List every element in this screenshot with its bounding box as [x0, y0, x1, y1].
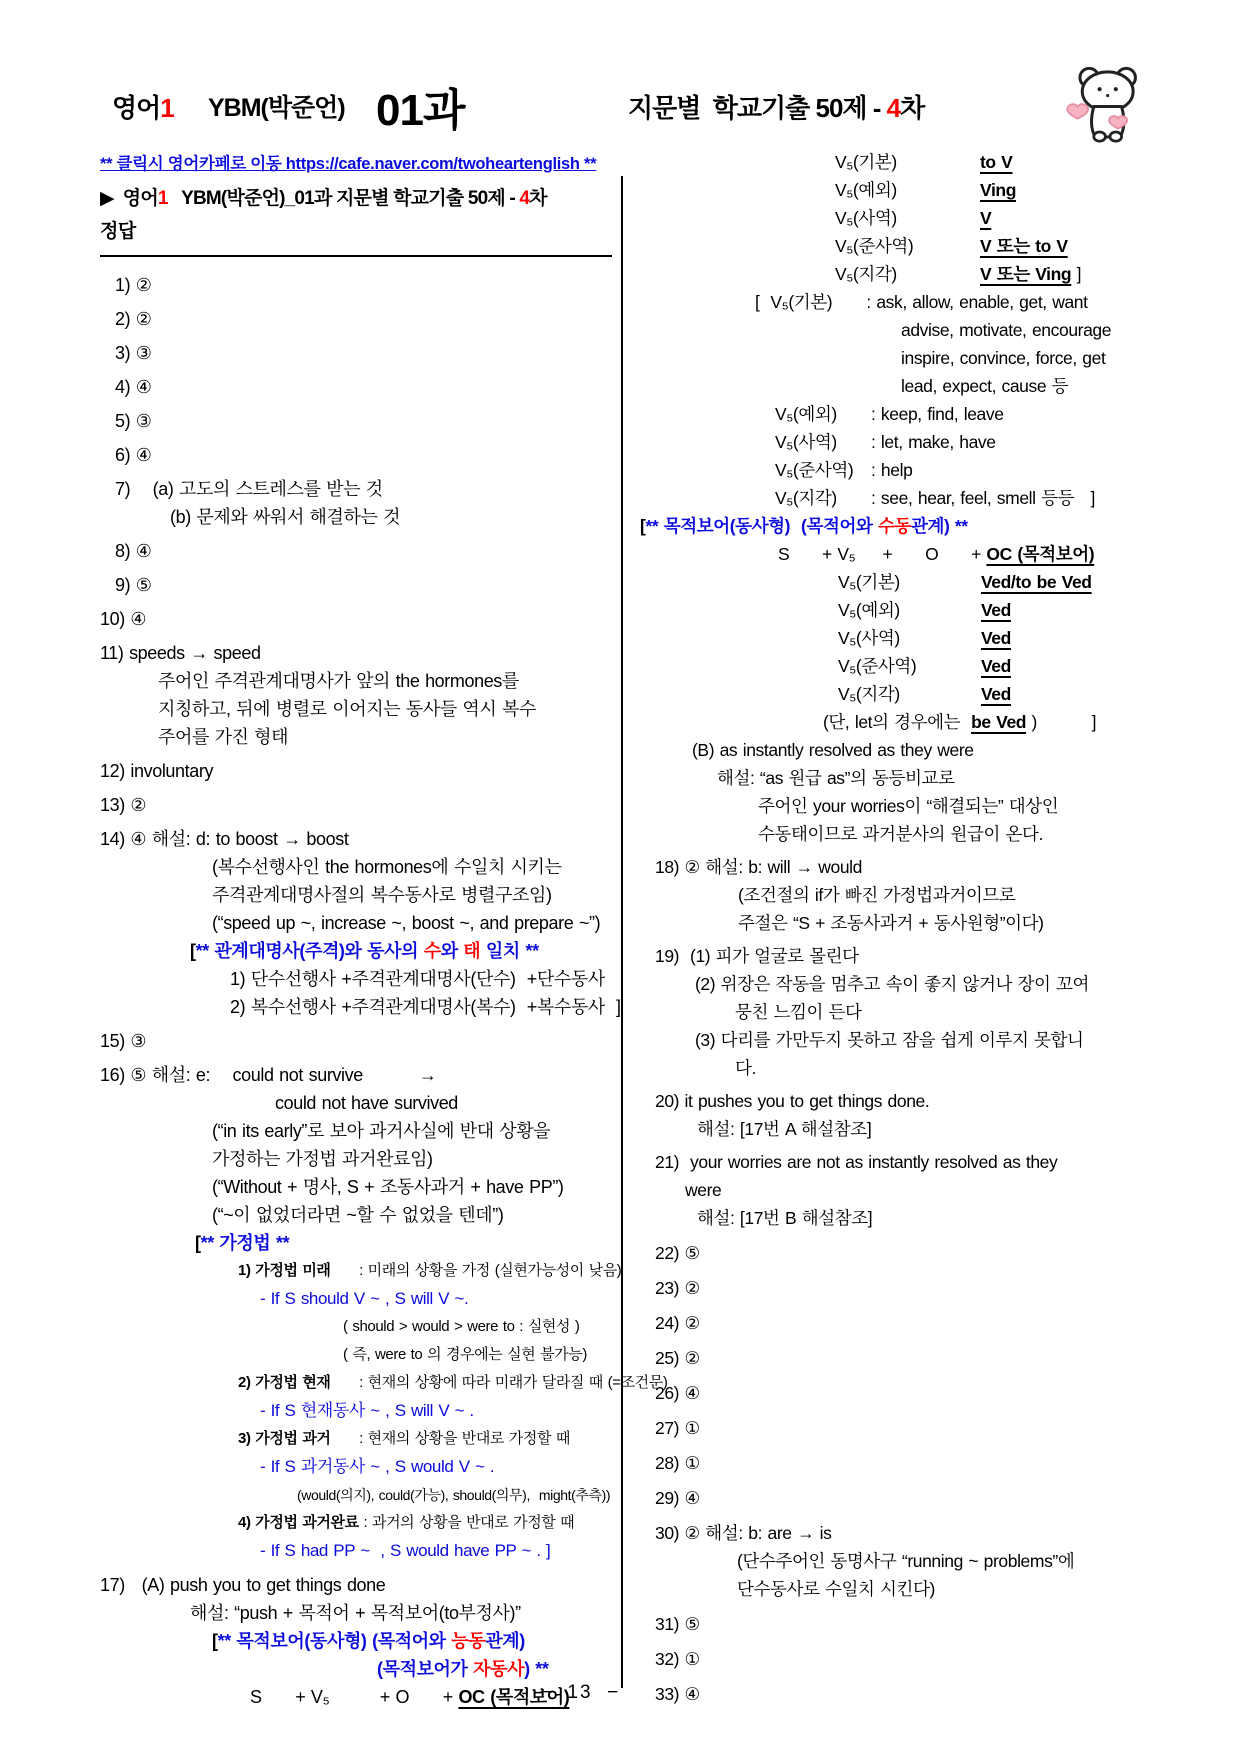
text-line: [738, 909, 1155, 937]
text-line: [377, 1655, 612, 1683]
text-line: [697, 1115, 1155, 1143]
text-line: [115, 475, 612, 503]
text-line: [655, 1087, 1155, 1115]
text-segment: 1) 단수선행사 +주격관계대명사(단수) +단수동사: [230, 969, 605, 989]
text-segment: (“~이 없었더라면 ~할 수 없었을 텐데”): [212, 1205, 504, 1225]
text-line: [100, 791, 612, 819]
text-line: [115, 305, 612, 333]
text-segment: V 또는 Ving: [980, 264, 1072, 284]
text-segment: 8) ④: [115, 541, 152, 561]
text-segment: (목적보어가: [377, 1659, 474, 1679]
text-segment: 지문별 학교기출 50제 -: [628, 93, 887, 123]
text-line: [775, 400, 1155, 428]
text-segment: →: [795, 857, 813, 877]
text-line: [697, 1204, 1155, 1232]
answer-list-left: [100, 271, 668, 1711]
text-segment: (3) 다리를 가만두지 못하고 잠을 쉽게 이루지 못합니: [695, 1030, 1084, 1050]
text-line: [343, 1341, 612, 1369]
text-segment: 33) ④: [655, 1684, 700, 1704]
text-segment: [: [195, 1233, 201, 1253]
text-line: [775, 484, 1155, 512]
text-segment: : let, make, have: [871, 432, 996, 452]
text-segment: [: [755, 292, 771, 312]
text-segment: 23) ②: [655, 1278, 700, 1298]
text-segment: 지칭하고, 뒤에 병렬로 이어지는 동사들 역시 복수: [158, 699, 536, 719]
text-segment: V 또는 to V: [980, 236, 1068, 256]
text-segment: speed: [207, 643, 261, 663]
text-segment: 29) ④: [655, 1488, 700, 1508]
text-segment: 1) 가정법 미래: [238, 1262, 331, 1279]
text-segment: 25) ②: [655, 1348, 700, 1368]
text-segment: - If S should V ~ , S will V ~.: [260, 1289, 469, 1308]
text-segment: 24) ②: [655, 1313, 700, 1333]
text-segment: V₅(사역): [775, 432, 837, 452]
text-segment: V₅(예외): [775, 404, 837, 424]
text-line: [260, 1453, 612, 1481]
text-segment: 6) ④: [115, 445, 152, 465]
text-line: [212, 1627, 612, 1655]
text-segment: would: [812, 857, 862, 877]
text-line: [737, 1575, 1155, 1603]
text-segment: is: [814, 1523, 832, 1543]
text-segment: Ved: [981, 656, 1011, 676]
text-line: [170, 503, 612, 531]
text-segment: 주어를 가진 형태: [158, 727, 289, 747]
text-segment: V₅(지각): [775, 488, 837, 508]
text-line: [655, 1449, 1155, 1477]
text-line: [115, 339, 612, 367]
text-segment: 일치 **: [480, 941, 539, 961]
text-line: [758, 820, 1155, 848]
text-segment: 10) ④: [100, 609, 147, 629]
text-line: [275, 1089, 612, 1117]
text-segment: were: [685, 1180, 722, 1200]
text-line: [238, 1509, 612, 1537]
text-line: [158, 695, 612, 723]
text-segment: to V: [980, 152, 1013, 172]
text-segment: 관계): [485, 1631, 525, 1651]
text-segment: 17) (A) push you to get things done: [100, 1575, 386, 1595]
text-segment: V₅(기본): [770, 292, 833, 312]
text-segment: ** 가정법 **: [200, 1233, 290, 1253]
text-segment: 14) ④ 해설: d: to boost: [100, 829, 284, 849]
text-segment: 1: [160, 93, 174, 123]
text-segment: (복수선행사인 the hormones에 수일치 시키는: [212, 857, 562, 877]
text-segment: (“in its early”로 보아 과거사실에 반대 상황을: [212, 1121, 551, 1141]
text-segment: - If S 과거동사 ~ , S would V ~ .: [260, 1457, 495, 1476]
text-segment: 관계) **: [910, 516, 968, 536]
text-segment: 수동태이므로 과거분사의 원급이 온다.: [758, 824, 1043, 844]
text-line: [901, 344, 1155, 372]
text-line: [655, 1645, 1155, 1673]
text-segment: : 현재의 상황을 반대로 가정할 때: [330, 1430, 570, 1447]
answers-label: 정답: [100, 221, 136, 242]
text-segment: 다.: [735, 1058, 756, 1078]
text-segment: could not have survived: [275, 1093, 458, 1113]
text-segment: 2) 복수선행사 +주격관계대명사(복수) +복수동사 ]: [230, 997, 621, 1017]
text-line: [655, 1519, 1155, 1547]
text-line: [115, 571, 612, 599]
text-line: [260, 1285, 612, 1313]
text-line: [100, 605, 612, 633]
text-line: [115, 537, 612, 565]
text-segment: : keep, find, leave: [871, 404, 1004, 424]
text-segment: 영어: [122, 188, 158, 209]
text-segment: - If S had PP ~ , S would have PP ~ . ]: [260, 1541, 551, 1560]
text-line: [655, 1610, 1155, 1638]
text-segment: 9) ⑤: [115, 575, 152, 595]
text-segment: ( should > would > were to : 실현성 ): [343, 1318, 580, 1335]
text-segment: 26) ④: [655, 1383, 700, 1403]
text-segment: 7) (a) 고도의 스트레스를 받는 것: [115, 479, 383, 499]
text-segment: 1) ②: [115, 275, 152, 295]
text-line: [838, 652, 1155, 680]
text-segment: 5) ③: [115, 411, 152, 431]
text-line: [655, 853, 1155, 881]
text-segment: 자동사: [473, 1659, 525, 1679]
text-line: [115, 373, 612, 401]
text-segment: 주절은 “S + 조동사과거 + 동사원형”이다): [738, 913, 1044, 933]
text-line: [115, 407, 612, 435]
text-segment: 뭉친 느낌이 든다: [735, 1002, 862, 1022]
text-segment: 18) ② 해설: b: will: [655, 857, 796, 877]
text-segment: 2) 가정법 현재: [238, 1374, 331, 1391]
text-segment: 3) ③: [115, 343, 152, 363]
text-segment: V₅(기본): [835, 152, 897, 172]
text-line: [835, 176, 1155, 204]
text-line: [212, 1117, 612, 1145]
text-line: [901, 316, 1155, 344]
text-segment: Ved/to be Ved: [981, 572, 1092, 592]
text-line: [238, 1257, 622, 1285]
text-line: [100, 1571, 612, 1599]
text-line: [692, 736, 1155, 764]
text-line: [655, 1309, 1155, 1337]
text-segment: ▶: [100, 188, 123, 209]
publisher-label: YBM(박준언): [208, 94, 345, 122]
text-segment: V₅(예외): [838, 600, 900, 620]
text-segment: V₅(기본): [838, 572, 900, 592]
text-segment: (“Without + 명사, S + 조동사과거 + have PP”): [212, 1177, 564, 1197]
text-line: [735, 998, 1155, 1026]
text-segment: ]: [1036, 712, 1097, 732]
text-line: [230, 993, 621, 1021]
text-segment: ( 즉, were to 의 경우에는 실현 불가능): [343, 1346, 587, 1363]
text-segment: 가정하는 가정법 과거완료임): [212, 1149, 433, 1169]
text-segment: 태: [463, 941, 481, 961]
text-segment: 12) involuntary: [100, 761, 214, 781]
text-segment: (조건절의 if가 빠진 가정법과거이므로: [738, 885, 1016, 905]
text-segment: V₅(준사역): [775, 460, 859, 480]
text-segment: 20) it pushes you to get things done.: [655, 1091, 930, 1111]
text-segment: be Ved: [971, 712, 1027, 732]
text-segment: ** 목적보어(동사형) (목적어와: [645, 516, 878, 536]
text-line: [901, 372, 1155, 400]
text-segment: 27) ①: [655, 1418, 700, 1438]
text-line: [778, 540, 1155, 568]
text-segment: 11) speeds: [100, 643, 191, 663]
text-line: [835, 232, 1155, 260]
text-segment: 주어인 your worries이 “해결되는” 대상인: [758, 796, 1059, 816]
text-line: [738, 881, 1155, 909]
text-line: [835, 260, 1155, 288]
text-line: [260, 1397, 612, 1425]
text-segment: 2) ②: [115, 309, 152, 329]
text-segment: Ved: [981, 600, 1011, 620]
text-segment: 수동: [877, 516, 911, 536]
right-column: [640, 148, 1155, 1708]
lesson-number: 01과: [376, 86, 465, 135]
text-line: [100, 757, 612, 785]
text-segment: 4) 가정법 과거완료: [238, 1514, 359, 1531]
text-segment: 해설: “as 원급 as”의 동등비교로: [717, 768, 955, 788]
text-line: [212, 1173, 612, 1201]
text-segment: 와: [440, 941, 464, 961]
text-segment: 차: [529, 188, 547, 209]
text-segment: 28) ①: [655, 1453, 700, 1473]
text-line: [655, 1379, 1155, 1407]
text-segment: (b) 문제와 싸워서 해결하는 것: [170, 507, 401, 527]
text-line: [100, 1027, 612, 1055]
text-segment: - If S 현재동사 ~ , S will V ~ .: [260, 1401, 474, 1420]
text-segment: (2) 위장은 작동을 멈추고 속이 좋지 않거나 장이 꼬여: [695, 974, 1089, 994]
text-line: [260, 1537, 612, 1565]
text-segment: V: [980, 208, 992, 228]
text-line: [190, 1599, 612, 1627]
text-segment: YBM(박준언)_01과 지문별 학교기출 50제 -: [167, 188, 520, 209]
text-segment: inspire, convince, force, get: [901, 348, 1106, 368]
text-segment: 수: [423, 941, 441, 961]
text-segment: boost: [300, 829, 349, 849]
text-line: [115, 441, 612, 469]
text-line: [212, 853, 612, 881]
text-segment: V₅(지각): [838, 684, 900, 704]
answer-sheet-title: [100, 183, 612, 210]
course-title: [112, 88, 174, 125]
text-line: [655, 1148, 1155, 1176]
text-segment: 영어: [112, 93, 161, 123]
text-segment: 능동: [451, 1631, 486, 1651]
text-line: [297, 1481, 612, 1509]
text-line: [212, 1201, 612, 1229]
text-segment: 4) ④: [115, 377, 152, 397]
text-line: [838, 680, 1155, 708]
text-segment: V₅(사역): [838, 628, 900, 648]
text-line: [238, 1425, 612, 1453]
exam-set-title: [628, 88, 924, 125]
page-number: − 13 −: [539, 1682, 621, 1703]
text-line: [655, 942, 1155, 970]
text-line: [835, 204, 1155, 232]
text-line: [100, 1061, 612, 1089]
text-segment: (단수주어인 동명사구 “running ~ problems”에: [737, 1551, 1075, 1571]
text-segment: (단, let의 경우에는: [823, 712, 972, 732]
text-segment: : 과거의 상황을 반대로 가정할 때: [358, 1514, 575, 1531]
text-segment: 해설: [17번 A 해설참조]: [697, 1119, 872, 1139]
text-segment: lead, expect, cause 등: [901, 376, 1069, 396]
text-segment: V₅(준사역): [835, 236, 914, 256]
bear-hearts-icon: [1058, 58, 1162, 162]
column-divider: [621, 176, 623, 1688]
text-segment: [: [190, 941, 196, 961]
text-line: [735, 1054, 1155, 1082]
text-line: [655, 1344, 1155, 1372]
text-line: [158, 723, 612, 751]
text-segment: 주격관계대명사절의 복수동사로 병렬구조임): [212, 885, 552, 905]
text-line: [100, 825, 612, 853]
text-line: [838, 624, 1155, 652]
text-segment: ) **: [524, 1659, 549, 1679]
text-line: [685, 1176, 1155, 1204]
text-segment: 21) your worries are not as instantly resolved as they: [655, 1152, 1058, 1172]
text-line: [838, 568, 1155, 596]
text-segment: S + V₅ + O +: [250, 1687, 459, 1707]
text-segment: →: [418, 1065, 437, 1085]
text-line: [775, 456, 1155, 484]
text-segment: : see, hear, feel, smell 등등 ]: [871, 488, 1095, 508]
text-segment: 차: [900, 93, 925, 123]
text-segment: 19) (1) 피가 얼굴로 몰린다: [655, 946, 859, 966]
text-line: [655, 1414, 1155, 1442]
text-line: [717, 764, 1155, 792]
text-line: [823, 708, 1155, 736]
text-segment: : help: [871, 460, 913, 480]
text-segment: V₅(지각): [835, 264, 897, 284]
text-segment: 16) ⑤ 해설: e: could not survive: [100, 1065, 419, 1085]
text-line: [695, 1026, 1155, 1054]
text-segment: Ved: [981, 684, 1011, 704]
text-segment: →: [283, 829, 301, 849]
text-segment: 32) ①: [655, 1649, 700, 1669]
text-line: [737, 1547, 1155, 1575]
text-line: [655, 1274, 1155, 1302]
text-line: [238, 1369, 668, 1397]
text-segment: 15) ③: [100, 1031, 147, 1051]
text-segment: advise, motivate, encourage: [901, 320, 1112, 340]
text-line: [100, 639, 612, 667]
text-segment: OC (목적보어): [458, 1687, 570, 1707]
text-line: [115, 271, 612, 299]
text-segment: 해설: “push + 목적어 + 목적보어(to부정사)”: [190, 1603, 521, 1623]
answer-list-right: [640, 148, 1155, 1708]
text-line: [755, 288, 1155, 316]
text-line: [158, 667, 612, 695]
text-segment: [: [640, 516, 646, 536]
text-segment: V₅(예외): [835, 180, 897, 200]
text-segment: (B) as instantly resolved as they were: [692, 740, 974, 760]
text-segment: ]: [1071, 264, 1082, 284]
text-segment: : 미래의 상황을 가정 (실현가능성이 낮음): [330, 1262, 622, 1279]
text-line: [640, 512, 1155, 540]
text-line: [758, 792, 1155, 820]
text-segment: (“speed up ~, increase ~, boost ~, and prepare ~”): [212, 913, 601, 933]
text-line: [838, 596, 1155, 624]
text-segment: (would(의지), could(가능), should(의무), might(추측)): [297, 1487, 611, 1503]
text-segment: 30) ② 해설: b: are: [655, 1523, 798, 1543]
text-segment: V₅(사역): [835, 208, 897, 228]
text-line: [190, 937, 612, 965]
text-line: [195, 1229, 612, 1257]
text-segment: V₅(준사역): [838, 656, 917, 676]
text-segment: 4: [519, 188, 530, 209]
text-line: [212, 909, 612, 937]
text-segment: →: [190, 643, 208, 663]
text-segment: 주어인 주격관계대명사가 앞의 the hormones를: [158, 671, 519, 691]
text-segment: : 현재의 상황에 따라 미래가 달라질 때 (=조건문): [330, 1374, 668, 1391]
heading-rule: [100, 255, 612, 257]
text-line: [343, 1313, 612, 1341]
text-line: [212, 881, 612, 909]
text-segment: Ving: [980, 180, 1016, 200]
text-segment: [: [212, 1631, 218, 1651]
text-segment: ** 관계대명사(주격)와 동사의: [195, 941, 424, 961]
cafe-link[interactable]: ** 클릭시 영어카페로 이동 https://cafe.naver.com/twoheartenglish **: [100, 155, 597, 173]
text-line: [695, 970, 1155, 998]
text-segment: OC (목적보어): [986, 544, 1095, 564]
text-segment: ** 목적보어(동사형) (목적어와: [217, 1631, 452, 1651]
text-segment: S + V₅ + O +: [778, 544, 987, 564]
text-segment: 13) ②: [100, 795, 147, 815]
text-segment: 3) 가정법 과거: [238, 1430, 331, 1447]
text-segment: 해설: [17번 B 해설참조]: [697, 1208, 873, 1228]
text-line: [230, 965, 612, 993]
text-line: [835, 148, 1155, 176]
text-line: [212, 1145, 612, 1173]
text-line: [775, 428, 1155, 456]
text-segment: 22) ⑤: [655, 1243, 700, 1263]
text-segment: 31) ⑤: [655, 1614, 700, 1634]
text-line: [655, 1239, 1155, 1267]
text-segment: 단수동사로 수일치 시킨다): [737, 1579, 935, 1599]
text-segment: →: [797, 1523, 815, 1543]
text-segment: ): [1026, 712, 1037, 732]
text-line: [655, 1484, 1155, 1512]
text-segment: : ask, allow, enable, get, want: [866, 292, 1088, 312]
text-segment: 4: [886, 93, 901, 123]
text-segment: 1: [157, 188, 168, 209]
left-column: [100, 150, 668, 1711]
text-segment: Ved: [981, 628, 1011, 648]
